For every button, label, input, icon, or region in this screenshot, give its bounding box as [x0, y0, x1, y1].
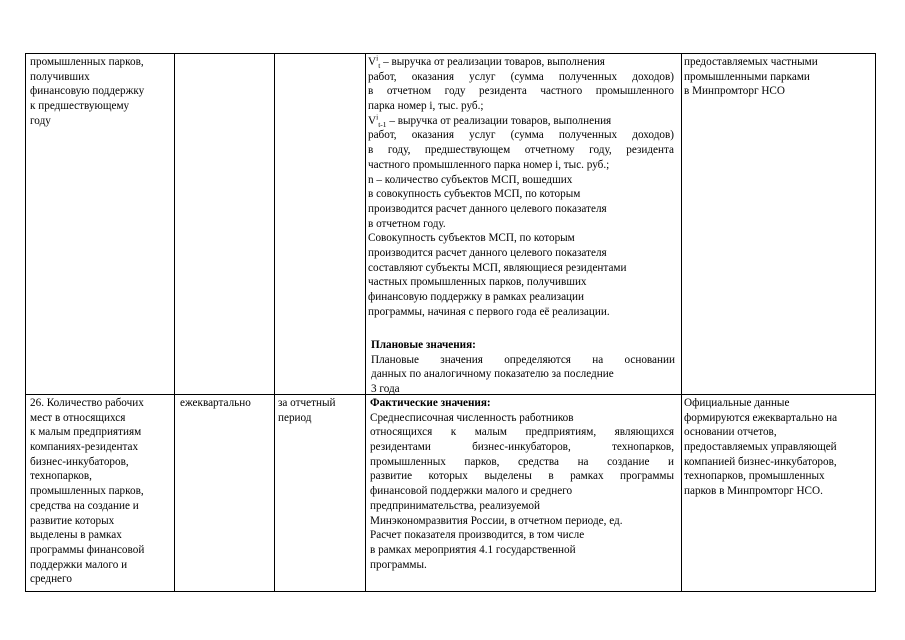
row2-time-characteristic: за отчетный период [278, 397, 336, 424]
column-divider-1 [174, 54, 175, 591]
row2-calculation-method: Фактические значения: Среднесписочная численность работников относящихся к малым предприятиям, являющихся резидентами бизнес-инкубаторов, технопарков, промышленных парков, средства на создание и развитие которых выделены в рамках программы финансовой поддержки малого и среднего предпринимательства, реализуемой Минэкономразвития России, в отчетном периоде, ед. Расчет показателя производится, в том числе в рамках мероприятия 4.1 государственной программы. [370, 397, 674, 571]
row2-periodicity: ежеквартально [180, 397, 251, 409]
planned-values-heading: Плановые значения: [371, 339, 476, 351]
row1-planned-values: Плановые значения: Плановые значения определяются на основании данных по аналогичному показателю за последние 3 года [371, 339, 675, 396]
row1-data-source: предоставляемых частными промышленными парками в Минпромторг НСО [684, 56, 818, 98]
row1-indicator-name: промышленных парков, получивших финансовую поддержку к предшествующему году [30, 56, 145, 127]
actual-values-heading: Фактические значения: [370, 397, 491, 409]
column-divider-4 [681, 54, 682, 591]
column-divider-2 [274, 54, 275, 591]
table-border-left [25, 54, 26, 591]
v-t-definition-line: $V^i_t$ – выручка от реализации товаров, выполнения [368, 53, 605, 71]
table-border-right [875, 54, 876, 591]
row2-data-source: Официальные данные формируются ежеквартально на основании отчетов, предоставляемых управляющей компанией бизнес-инкубаторов, технопарков, промышленных парков в Минпромторг НСО. [684, 397, 838, 498]
row1-calculation-method: $V^i_t$ – выручка от реализации товаров, выполнения работ, оказания услуг (сумма полученных доходов) в отчетном году резидента частного промышленного парка номер i, тыс. руб.; $V^i_{t-1}$ – выручка от реализации товаров, выполнения работ, оказания услуг (сумма полученных доходов) в году, предшествующем отчетному году, резидента частного промышленного парка номер i, тыс. руб.; n – количество субъектов МСП, вошедших в совокупность субъектов МСП, по которым производится расчет данного целевого показателя в отчетном году. Совокупность субъектов МСП, по которым производится расчет данного целевого показателя составляют субъекты МСП, являющиеся резидентами частных промышленных парков, получивших финансовую поддержку в рамках реализации программы, начиная с первого года её реализации. [368, 53, 674, 318]
indicator-table [25, 53, 876, 592]
row2-indicator-name: 26. Количество рабочих мест в относящихся к малым предприятиям компаниях-резидентах бизнес-инкубаторов, технопарков, промышленных парков, средства на создание и развитие которых выделены в рамках программы финансовой поддержки малого и среднего [30, 397, 145, 586]
column-divider-3 [365, 54, 366, 591]
v-t1-definition-line: $V^i_{t-1}$ – выручка от реализации товаров, выполнения [368, 112, 612, 129]
